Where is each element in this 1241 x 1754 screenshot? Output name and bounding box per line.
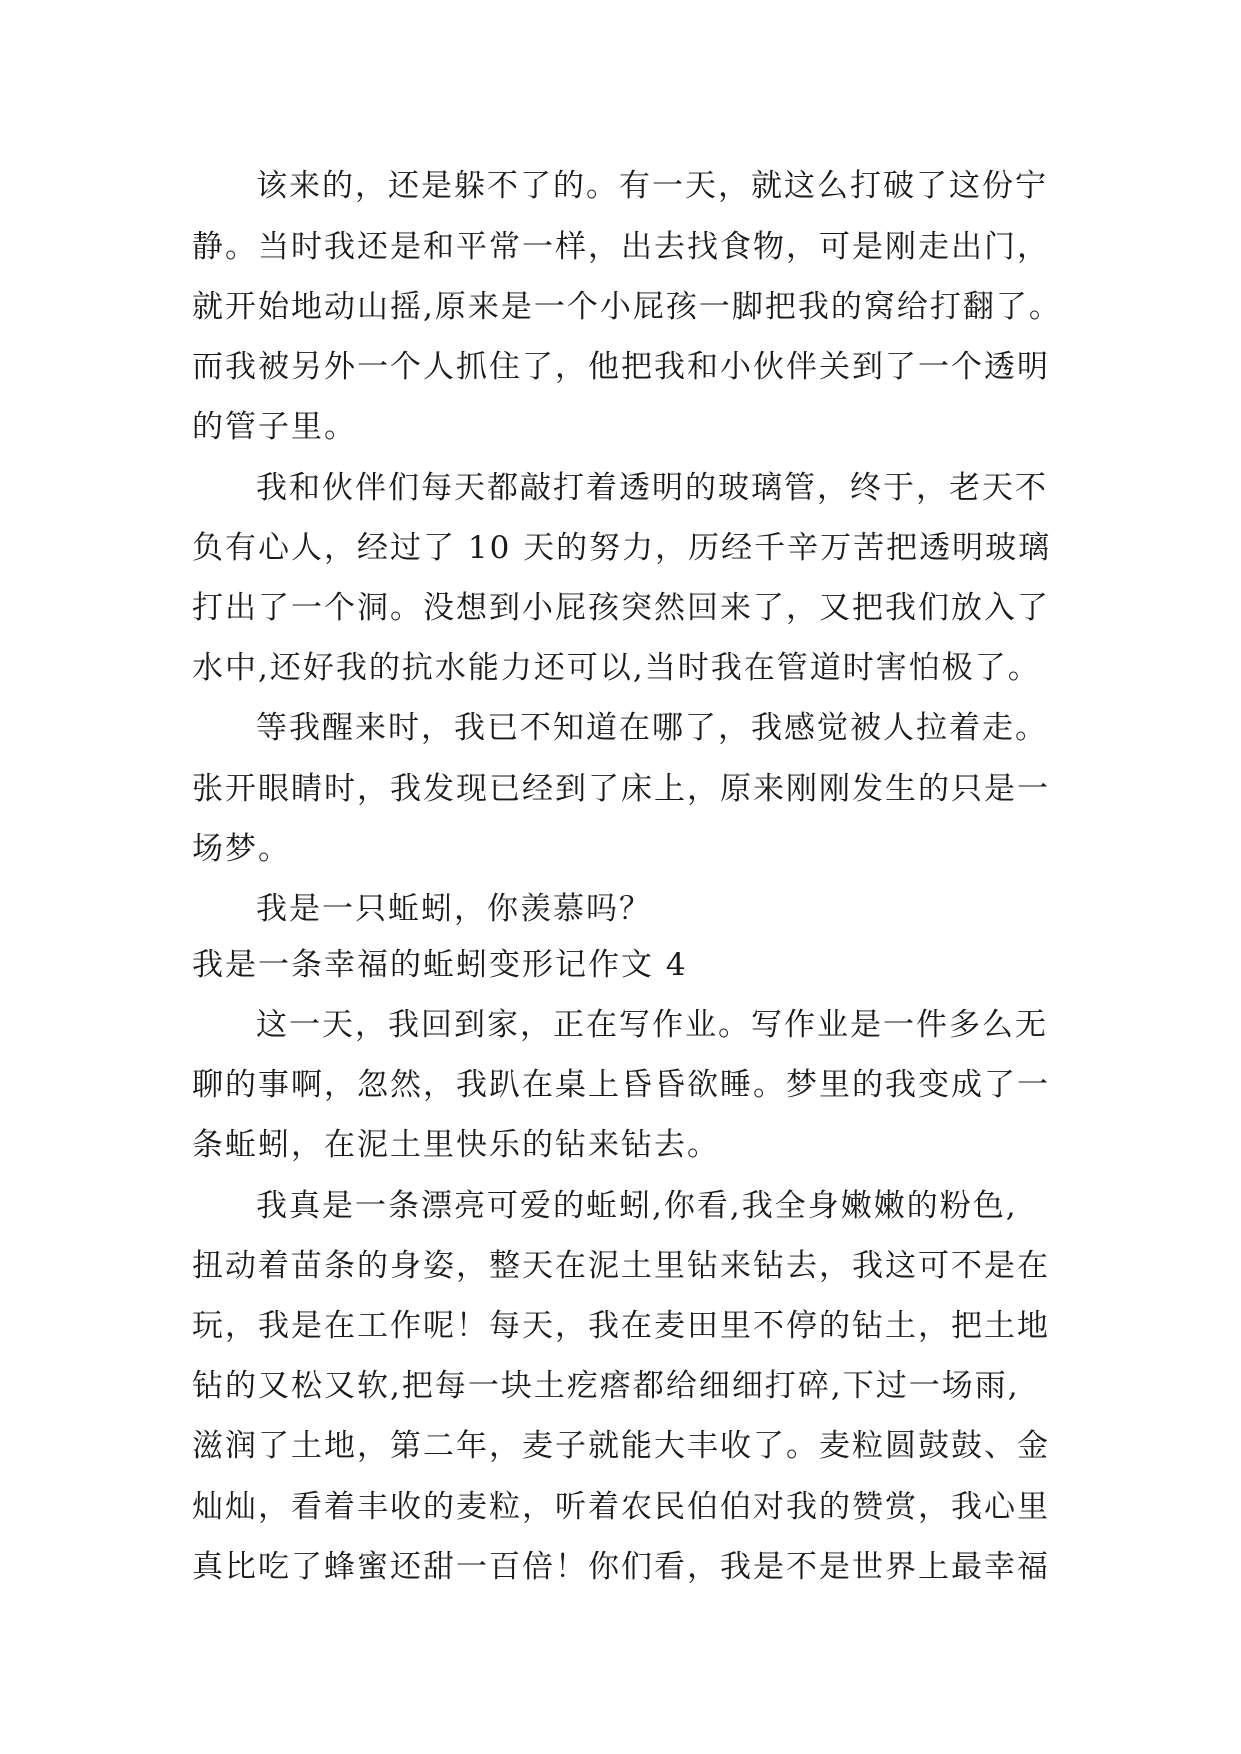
paragraph-line: 我是一只蚯蚓，你羡慕吗？	[256, 891, 652, 927]
paragraph-line: 水中,还好我的抗水能力还可以,当时我在管道时害怕极了。	[192, 650, 1041, 686]
paragraph-line: 这一天，我回到家，正在写作业。写作业是一件多么无	[256, 1007, 1048, 1043]
paragraph-line: 负有心人，经过了 10 天的努力，历经千辛万苦把透明玻璃	[192, 530, 1052, 566]
paragraph-line: 的管子里。	[192, 409, 357, 445]
paragraph-line: 而我被另外一个人抓住了，他把我和小伙伴关到了一个透明	[192, 349, 1050, 385]
paragraph-line: 灿灿，看着丰收的麦粒，听着农民伯伯对我的赞赏，我心里	[192, 1489, 1050, 1525]
paragraph-line: 场梦。	[192, 831, 291, 867]
paragraph-line: 我和伙伴们每天都敲打着透明的玻璃管，终于，老天不	[256, 470, 1048, 506]
paragraph-line: 玩，我是在工作呢！每天，我在麦田里不停的钻土，把土地	[192, 1308, 1050, 1344]
paragraph-line: 打出了一个洞。没想到小屁孩突然回来了，又把我们放入了	[192, 590, 1050, 626]
paragraph-line: 等我醒来时，我已不知道在哪了，我感觉被人拉着走。	[256, 710, 1048, 746]
paragraph-line: 扭动着苗条的身姿，整天在泥土里钻来钻去，我这可不是在	[192, 1248, 1050, 1284]
paragraph-line: 张开眼睛时，我发现已经到了床上，原来刚刚发生的只是一	[192, 771, 1050, 807]
paragraph-line: 聊的事啊，忽然，我趴在桌上昏昏欲睡。梦里的我变成了一	[192, 1067, 1050, 1103]
paragraph-line: 我真是一条漂亮可爱的蚯蚓,你看,我全身嫩嫩的粉色,	[256, 1188, 1018, 1224]
paragraph-line: 该来的，还是躲不了的。有一天，就这么打破了这份宁	[256, 168, 1048, 204]
paragraph-line: 静。当时我还是和平常一样，出去找食物，可是刚走出门，	[192, 229, 1050, 265]
section-heading: 我是一条幸福的蚯蚓变形记作文 4	[192, 947, 688, 983]
paragraph-line: 钻的又松又软,把每一块土疙瘩都给细细打碎,下过一场雨,	[192, 1368, 1020, 1404]
paragraph-line: 就开始地动山摇,原来是一个小屁孩一脚把我的窝给打翻了。	[192, 289, 1062, 325]
paragraph-line: 真比吃了蜂蜜还甜一百倍！你们看，我是不是世界上最幸福	[192, 1549, 1050, 1585]
paragraph-line: 条蚯蚓，在泥土里快乐的钻来钻去。	[192, 1127, 720, 1163]
paragraph-line: 滋润了土地，第二年，麦子就能大丰收了。麦粒圆鼓鼓、金	[192, 1428, 1050, 1464]
